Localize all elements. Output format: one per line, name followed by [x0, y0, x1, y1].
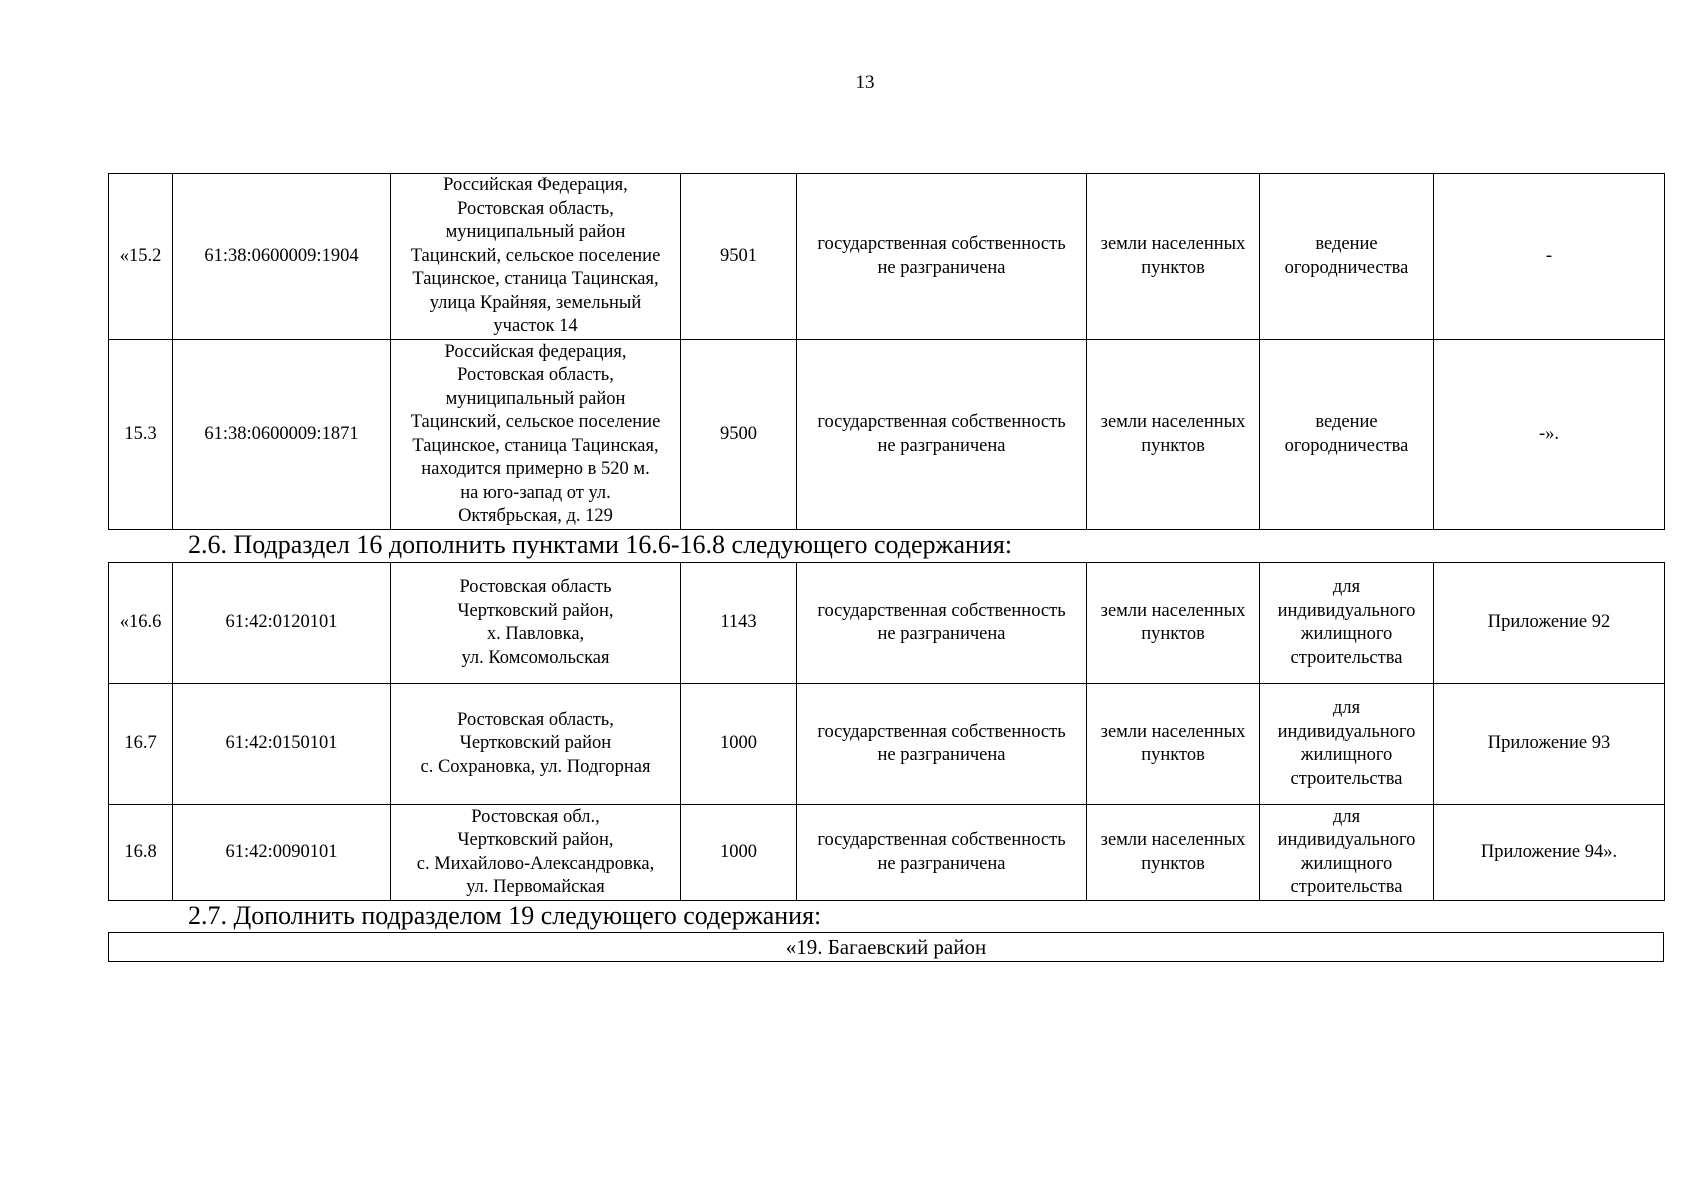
table-row: [109, 684, 1665, 805]
permitted-use-cell: ведение огородничества: [1260, 340, 1434, 530]
row-number: 16.7: [109, 684, 173, 805]
ownership-cell: государственная собственность не разграничена: [797, 805, 1087, 901]
cadastral-number: 61:38:0600009:1871: [173, 340, 391, 530]
area-cell: 9501: [681, 174, 797, 340]
permitted-use-cell: для индивидуального жилищного строительства: [1260, 805, 1434, 901]
row-number: «15.2: [109, 174, 173, 340]
land-plots-table-16: [108, 562, 1665, 901]
permitted-use-cell: для индивидуального жилищного строительства: [1260, 563, 1434, 684]
table-row: [109, 174, 1665, 340]
address-cell: Ростовская область, Чертковский район с. Сохрановка, ул. Подгорная: [391, 684, 681, 805]
land-category-cell: земли населенных пунктов: [1087, 805, 1260, 901]
page-number: 13: [855, 72, 875, 93]
appendix-cell: -: [1434, 174, 1665, 340]
row-number: 15.3: [109, 340, 173, 530]
address-cell: Российская федерация, Ростовская область, муниципальный район Тацинский, сельское поселение Тацинское, станица Тацинская, находится примерно в 520 м. на юго-запад от ул. Октябрьская, д. 129: [391, 340, 681, 530]
area-cell: 1000: [681, 684, 797, 805]
ownership-cell: государственная собственность не разграничена: [797, 563, 1087, 684]
ownership-cell: государственная собственность не разграничена: [797, 174, 1087, 340]
cadastral-number: 61:38:0600009:1904: [173, 174, 391, 340]
ownership-cell: государственная собственность не разграничена: [797, 340, 1087, 530]
area-cell: 1000: [681, 805, 797, 901]
ownership-cell: государственная собственность не разграничена: [797, 684, 1087, 805]
appendix-cell: -».: [1434, 340, 1665, 530]
land-category-cell: земли населенных пунктов: [1087, 340, 1260, 530]
land-category-cell: земли населенных пунктов: [1087, 684, 1260, 805]
area-cell: 1143: [681, 563, 797, 684]
subsection-title: «19. Багаевский район: [109, 933, 1664, 962]
row-number: «16.6: [109, 563, 173, 684]
area-cell: 9500: [681, 340, 797, 530]
land-plots-table-15: [108, 173, 1665, 530]
row-number: 16.8: [109, 805, 173, 901]
address-cell: Российская Федерация, Ростовская область, муниципальный район Тацинский, сельское поселение Тацинское, станица Тацинская, улица Крайняя, земельный участок 14: [391, 174, 681, 340]
appendix-cell: Приложение 93: [1434, 684, 1665, 805]
subsection-19-table: [108, 932, 1664, 962]
permitted-use-cell: ведение огородничества: [1260, 174, 1434, 340]
address-cell: Ростовская область Чертковский район, х. Павловка, ул. Комсомольская: [391, 563, 681, 684]
address-cell: Ростовская обл., Чертковский район, с. Михайлово-Александровка, ул. Первомайская: [391, 805, 681, 901]
land-category-cell: земли населенных пунктов: [1087, 174, 1260, 340]
section-heading-2-6: 2.6. Подраздел 16 дополнить пунктами 16.6-16.8 следующего содержания:: [188, 530, 1013, 559]
table-row: [109, 933, 1664, 962]
cadastral-number: 61:42:0090101: [173, 805, 391, 901]
table-row: [109, 805, 1665, 901]
land-category-cell: земли населенных пунктов: [1087, 563, 1260, 684]
cadastral-number: 61:42:0150101: [173, 684, 391, 805]
permitted-use-cell: для индивидуального жилищного строительства: [1260, 684, 1434, 805]
table-row: [109, 563, 1665, 684]
section-heading-2-7: 2.7. Дополнить подразделом 19 следующего содержания:: [188, 901, 822, 930]
table-row: [109, 340, 1665, 530]
appendix-cell: Приложение 92: [1434, 563, 1665, 684]
cadastral-number: 61:42:0120101: [173, 563, 391, 684]
appendix-cell: Приложение 94».: [1434, 805, 1665, 901]
